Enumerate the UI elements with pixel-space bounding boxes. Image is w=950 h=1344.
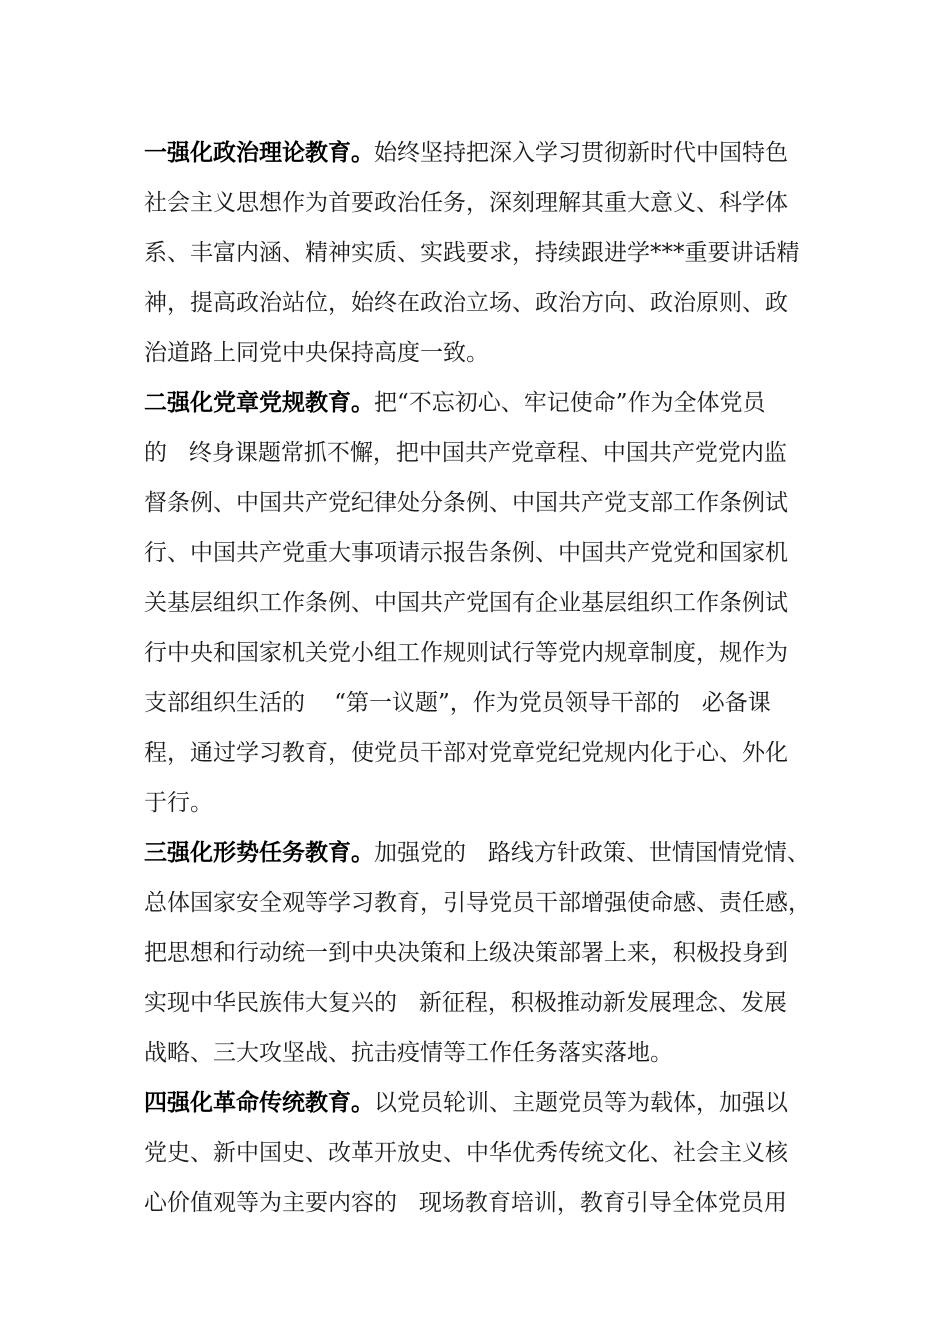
paragraph-3-heading: 三强化形势任务教育。 — [144, 839, 374, 866]
paragraph-4-heading: 四强化革命传统教育。 — [144, 1089, 374, 1116]
paragraph-1-text: 始终坚持把深入学习贯彻新时代中国特色 — [374, 140, 788, 166]
paragraph-3-line-3: 把思想和行动统一到中央决策和上级决策部署上来，积极投身到 — [144, 940, 788, 966]
paragraph-1-line-1 — [144, 128, 824, 178]
paragraph-1-line-3: 系、丰富内涵、精神实质、实践要求，持续跟进学***重要讲话精 — [144, 240, 800, 266]
paragraph-1-line-4: 神，提高政治站位，始终在政治立场、政治方向、政治原则、政 — [144, 290, 788, 316]
paragraph-2-heading: 二强化党章党规教育。 — [144, 389, 374, 416]
paragraph-2-line-2: 的 终身课题常抓不懈，把中国共产党章程、中国共产党党内监 — [144, 440, 787, 466]
paragraph-4-line-3: 心价值观等为主要内容的 现场教育培训，教育引导全体党员用 — [144, 1190, 787, 1216]
paragraph-2-line-5: 关基层组织工作条例、中国共产党国有企业基层组织工作条例试 — [144, 590, 788, 616]
paragraph-1-heading: 一强化政治理论教育。 — [144, 139, 374, 166]
paragraph-2-line-6: 行中央和国家机关党小组工作规则试行等党内规章制度，规作为 — [144, 640, 788, 666]
paragraph-2-line-1 — [144, 378, 824, 428]
paragraph-3-line-4: 实现中华民族伟大复兴的 新征程，积极推动新发展理念、发展 — [144, 990, 787, 1016]
paragraph-2-line-8: 程，通过学习教育，使党员干部对党章党纪党规内化于心、外化 — [144, 740, 788, 766]
paragraph-3-text: 加强党的 路线方针政策、世情国情党情、 — [374, 840, 810, 866]
paragraph-3-line-1 — [144, 828, 824, 878]
paragraph-4-text: 以党员轮训、主题党员等为载体，加强以 — [374, 1090, 788, 1116]
paragraph-3-line-2: 总体国家安全观等学习教育，引导党员干部增强使命感、责任感， — [144, 890, 811, 916]
paragraph-2-line-9: 于行。 — [144, 790, 213, 816]
paragraph-3-line-5: 战略、三大攻坚战、抗击疫情等工作任务落实落地。 — [144, 1040, 673, 1066]
paragraph-4-line-2: 党史、新中国史、改革开放史、中华优秀传统文化、社会主义核 — [144, 1140, 788, 1166]
paragraph-2-line-3: 督条例、中国共产党纪律处分条例、中国共产党支部工作条例试 — [144, 490, 788, 516]
paragraph-4-line-1 — [144, 1078, 824, 1128]
paragraph-1-line-2: 社会主义思想作为首要政治任务，深刻理解其重大意义、科学体 — [144, 190, 788, 216]
paragraph-2-line-7: 支部组织生活的 “第一议题”，作为党员领导干部的 必备课 — [144, 690, 771, 716]
paragraph-1-line-5: 治道路上同党中央保持高度一致。 — [144, 340, 489, 366]
document-body — [144, 128, 824, 1228]
paragraph-2-line-4: 行、中国共产党重大事项请示报告条例、中国共产党党和国家机 — [144, 540, 788, 566]
paragraph-2-text: 把“不忘初心、牢记使命”作为全体党员 — [374, 390, 766, 416]
